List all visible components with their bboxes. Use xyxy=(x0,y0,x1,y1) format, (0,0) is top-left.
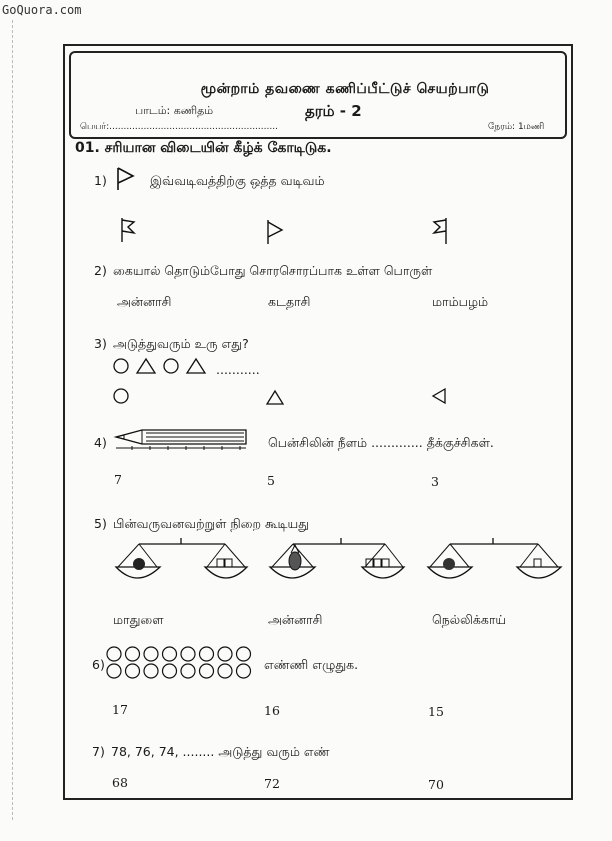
counting-circle xyxy=(218,664,232,678)
q3-number: 3) xyxy=(94,336,107,351)
q2-text: கையால் தொடும்போது சொரசொரப்பாக உள்ள பொருள் xyxy=(113,263,433,278)
grade-label: தரம் - 2 xyxy=(305,102,362,120)
q1-text: இவ்வடிவத்திற்கு ஒத்த வடிவம் xyxy=(150,173,325,188)
time-label: நேரம்: 1மணி xyxy=(488,122,545,132)
q4-number: 4) xyxy=(94,435,107,450)
q3-option-left-triangle[interactable] xyxy=(432,388,448,406)
counting-circle xyxy=(163,664,177,678)
q7-option-2[interactable]: 72 xyxy=(264,776,280,791)
q1-number: 1) xyxy=(94,173,107,188)
name-label: பெயர்: xyxy=(80,122,110,132)
gooseberry-icon xyxy=(443,558,455,570)
q5-text: பின்வருவனவற்றுள் நிறை கூடியது xyxy=(113,516,310,531)
triangle-icon xyxy=(187,359,205,373)
subject-label: பாடம்: கணிதம் xyxy=(135,104,214,117)
counting-circle xyxy=(144,647,158,661)
flag-option-1[interactable] xyxy=(120,216,140,244)
q5-option-1[interactable]: மாதுளை xyxy=(113,612,164,627)
q7-number: 7) xyxy=(92,744,105,759)
q3-text: அடுத்துவரும் உரு எது? xyxy=(113,336,249,351)
counting-circle xyxy=(126,647,140,661)
flag-option-2[interactable] xyxy=(266,218,286,246)
triangle-icon xyxy=(137,359,155,373)
pineapple-icon xyxy=(289,552,301,570)
circle-icon xyxy=(164,359,178,373)
counting-circle xyxy=(237,647,251,661)
name-field xyxy=(80,122,278,133)
q3-dots: ........... xyxy=(216,362,260,377)
counting-circle xyxy=(163,647,177,661)
page-title: மூன்றாம் தவணை கணிப்பீட்டுச் செயற்பாடு xyxy=(200,81,490,97)
weight-block-icon xyxy=(217,559,224,567)
shape-sequence xyxy=(113,358,209,376)
q2-option-3[interactable]: மாம்பழம் xyxy=(432,294,489,309)
flag-option-3[interactable] xyxy=(432,216,452,246)
flag-icon xyxy=(116,166,136,192)
q6-option-1[interactable]: 17 xyxy=(112,702,128,717)
q6-option-2[interactable]: 16 xyxy=(264,703,280,718)
q2-option-1[interactable]: அன்னாசி xyxy=(117,294,172,309)
q7-text: 78, 76, 74, ........ அடுத்து வரும் எண் xyxy=(111,744,330,759)
q3-option-triangle[interactable] xyxy=(266,390,286,406)
counting-circle xyxy=(144,664,158,678)
pencil-icon xyxy=(112,428,252,452)
circle-icon xyxy=(114,359,128,373)
q6-text: எண்ணி எழுதுக. xyxy=(264,657,359,672)
q3-option-circle[interactable] xyxy=(113,388,131,406)
pomegranate-icon xyxy=(133,558,145,570)
counting-circle xyxy=(218,647,232,661)
weight-block-icon xyxy=(382,559,389,567)
q6-number: 6) xyxy=(92,657,105,672)
q4-option-3[interactable]: 3 xyxy=(431,474,439,489)
q5-option-2[interactable]: அன்னாசி xyxy=(268,612,323,627)
q4-option-1[interactable]: 7 xyxy=(114,472,122,487)
q4-text: பென்சிலின் நீளம் ............. தீக்குச்சிகள். xyxy=(268,435,494,450)
q4-option-2[interactable]: 5 xyxy=(267,473,275,488)
margin-line xyxy=(12,20,13,820)
balance-scale-icon xyxy=(425,537,570,589)
counting-circle xyxy=(107,647,121,661)
q7-option-3[interactable]: 70 xyxy=(428,777,444,792)
counting-circle xyxy=(200,647,214,661)
counting-circle xyxy=(181,664,195,678)
balance-scale-icon xyxy=(265,537,405,589)
counting-circle xyxy=(107,664,121,678)
weight-block-icon xyxy=(534,559,541,567)
weight-block-icon xyxy=(374,559,381,567)
counting-circles xyxy=(106,646,258,682)
counting-circle xyxy=(200,664,214,678)
q6-option-3[interactable]: 15 xyxy=(428,704,444,719)
weight-block-icon xyxy=(366,559,373,567)
balance-scale-icon xyxy=(113,537,253,589)
q2-number: 2) xyxy=(94,263,107,278)
q2-option-2[interactable]: கடதாசி xyxy=(268,294,311,309)
weight-block-icon xyxy=(225,559,232,567)
q5-number: 5) xyxy=(94,516,107,531)
q7-option-1[interactable]: 68 xyxy=(112,775,128,790)
counting-circle xyxy=(126,664,140,678)
section-heading: 01. சரியான விடையின் கீழ்க் கோடிடுக. xyxy=(75,140,332,156)
counting-circle xyxy=(181,647,195,661)
name-dots: ........................................................... xyxy=(109,122,278,132)
q5-option-3[interactable]: நெல்லிக்காய் xyxy=(432,612,507,627)
counting-circle xyxy=(237,664,251,678)
watermark: GoQuora.com xyxy=(2,3,82,17)
